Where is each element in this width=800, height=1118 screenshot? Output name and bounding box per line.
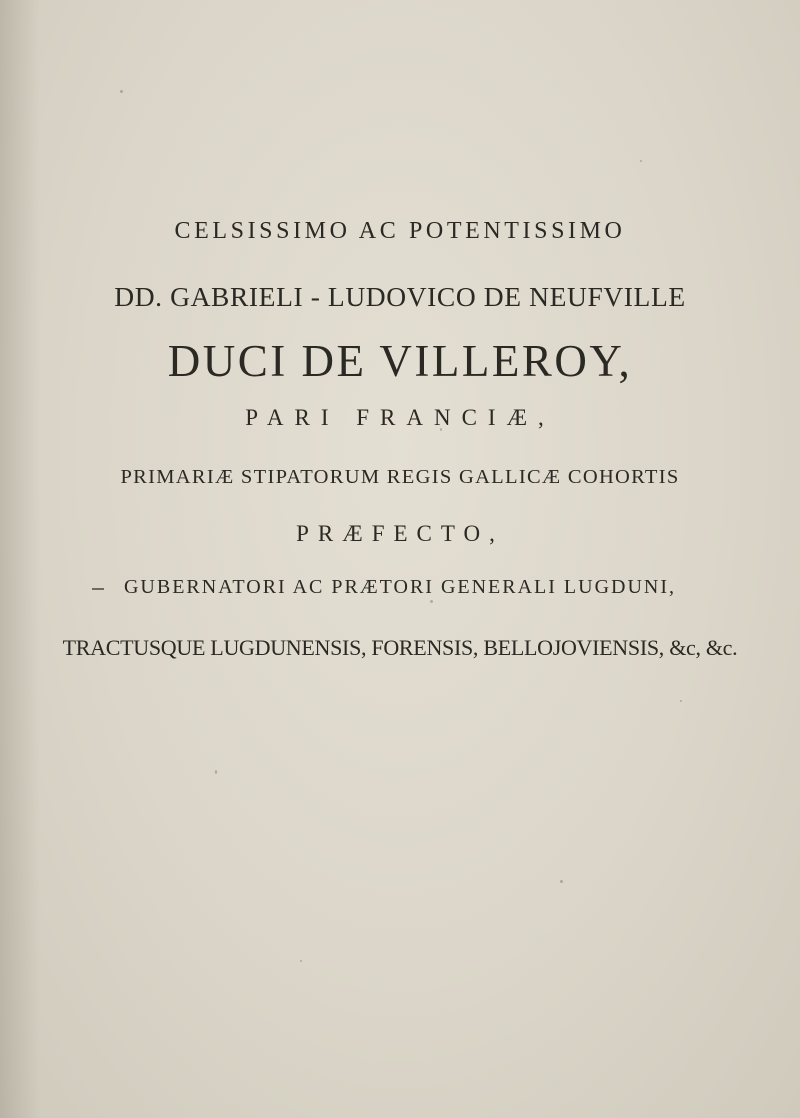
dedication-line-honorific: CELSISSIMO AC POTENTISSIMO <box>174 218 626 244</box>
page-gutter-shadow <box>0 0 40 1118</box>
dedication-line-guard: PRIMARIÆ STIPATORUM REGIS GALLICÆ COHORTIS <box>120 466 680 488</box>
dedication-line-prefect: PRÆFECTO, <box>296 521 504 546</box>
dedication-line-governor: GUBERNATORI AC PRÆTORI GENERALI LUGDUNI, <box>123 576 677 598</box>
dedication-line-name: DD. GABRIELI - LUDOVICO DE NEUFVILLE <box>114 281 686 312</box>
dedication-line-title: DUCI DE VILLEROY, <box>167 336 633 386</box>
paper-speck <box>215 770 217 774</box>
paper-speck <box>680 700 682 702</box>
dedication-line-peer: PARI FRANCIÆ, <box>245 405 555 430</box>
paper-speck <box>560 880 563 883</box>
paper-speck <box>640 160 642 162</box>
paper-speck <box>430 600 433 603</box>
paper-speck <box>300 960 302 962</box>
paper-speck <box>120 90 123 93</box>
dedication-line-territories: TRACTUSQUE LUGDUNENSIS, FORENSIS, BELLOJOVIENSIS, &c, &c. <box>62 635 738 660</box>
